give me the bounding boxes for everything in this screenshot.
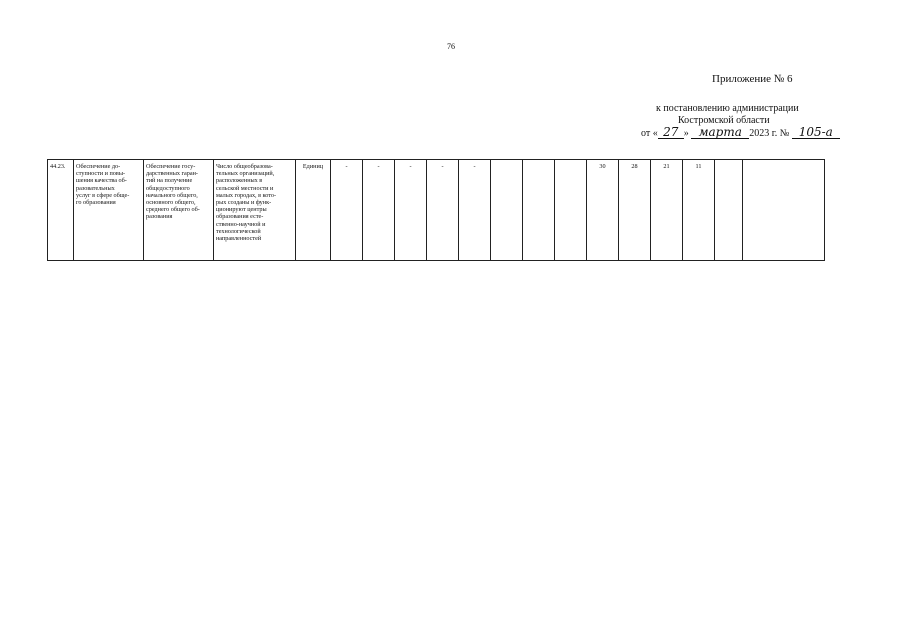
value-cell	[743, 160, 825, 261]
value-cell	[715, 160, 743, 261]
handwritten-doc-number: 105-а	[792, 127, 840, 139]
value-cell	[555, 160, 587, 261]
indicator-cell: Число общеобразова- тельных организаций, расположенных в сельской местности и малых городах, в кото- рых созданы и функ- ционируют центры образования есте- ственно-научной и технологической направленностей	[214, 160, 296, 261]
value-cell: 11	[683, 160, 715, 261]
date-year: 2023 г. №	[749, 128, 790, 139]
appendix-title: Приложение № 6	[712, 73, 793, 85]
value-cell: -	[427, 160, 459, 261]
resolution-reference	[630, 103, 870, 140]
unit-cell: Единиц	[296, 160, 331, 261]
row-index: 44.23.	[48, 160, 74, 261]
value-cell: 28	[619, 160, 651, 261]
value-cell: -	[331, 160, 363, 261]
value-cell: -	[395, 160, 427, 261]
task-cell: Обеспечение до- ступности и повы- шения качества об- разовательных услуг в сфере обще- го образования	[74, 160, 144, 261]
handwritten-day: 27	[658, 127, 684, 139]
date-prefix: от «	[641, 128, 658, 139]
value-cell: -	[459, 160, 491, 261]
value-cell: -	[363, 160, 395, 261]
value-cell: 30	[587, 160, 619, 261]
value-cell	[523, 160, 555, 261]
resolution-line-2: Костромской области	[678, 115, 770, 126]
resolution-line-1: к постановлению администрации	[656, 103, 799, 114]
goal-cell: Обеспечение госу- дарственных гаран- тий на получение общедоступного начального общего, основного общего, среднего общего об- разования	[144, 160, 214, 261]
handwritten-month: марта	[691, 127, 749, 139]
date-mid: »	[683, 128, 689, 139]
value-cell: 21	[651, 160, 683, 261]
table-row	[48, 160, 825, 261]
page-number: 76	[447, 42, 455, 51]
resolution-date-line	[630, 127, 870, 140]
value-cell	[491, 160, 523, 261]
indicators-table	[47, 159, 825, 261]
